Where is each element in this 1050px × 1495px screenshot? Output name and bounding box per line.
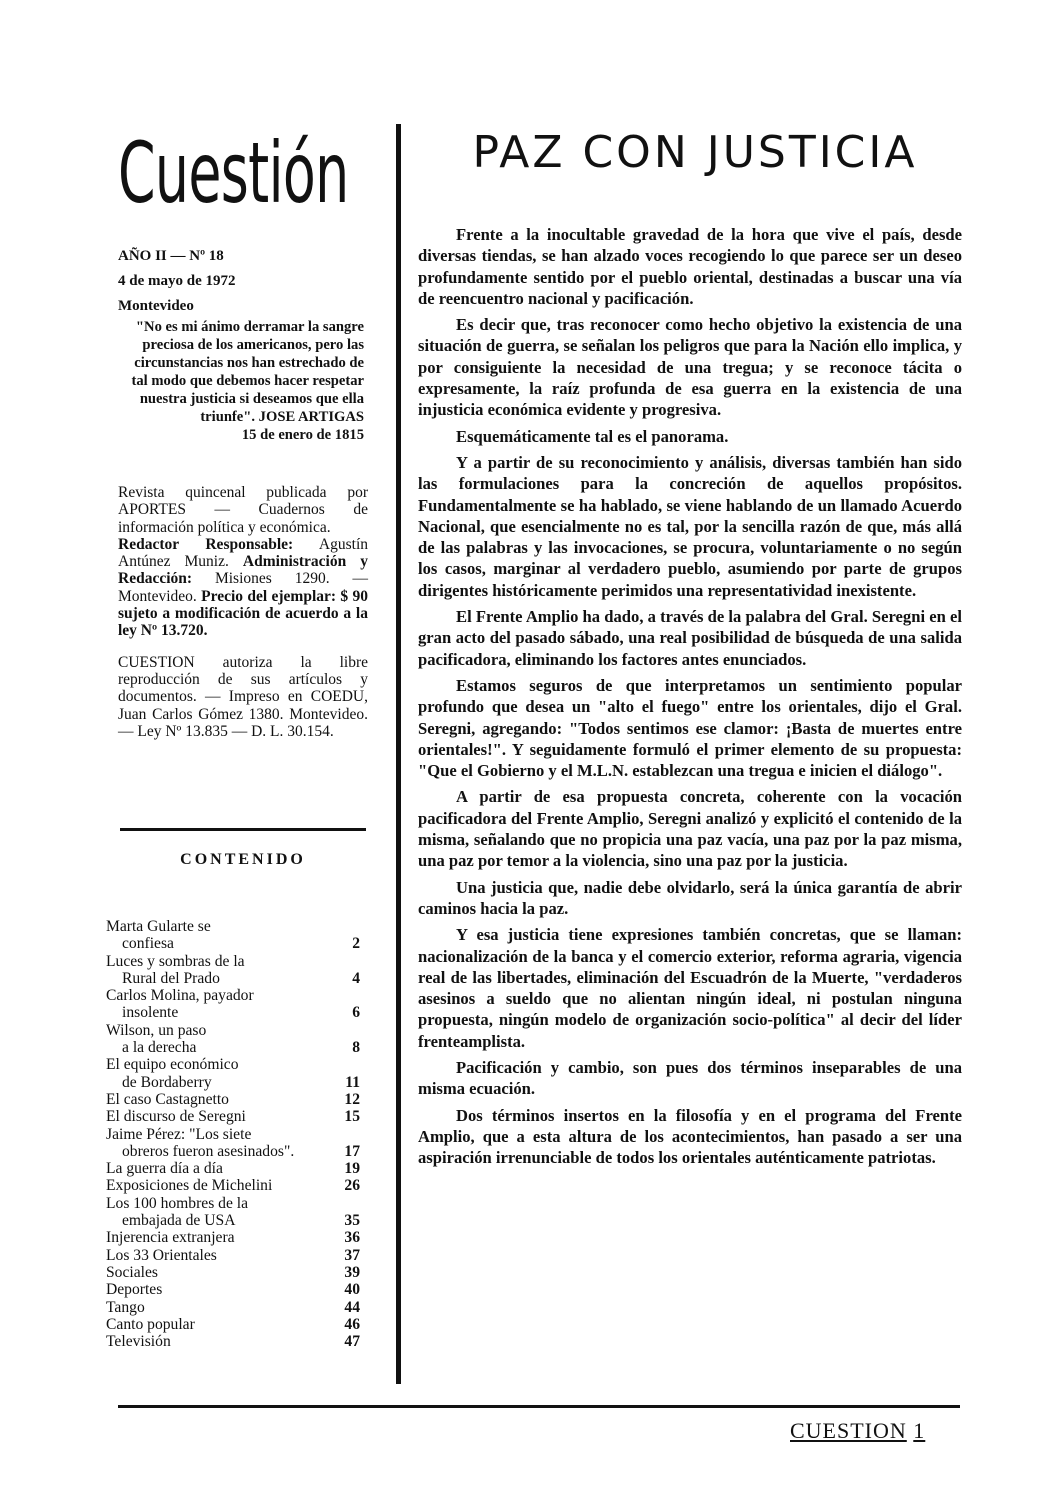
epigraph bbox=[118, 318, 364, 444]
toc-entry-title: Exposiciones de Michelini bbox=[106, 1177, 273, 1195]
toc-entry-title: Wilson, un paso bbox=[106, 1021, 207, 1039]
credits-price: Precio del ejemplar: $ 90 sujeto a modificación de acuerdo a la ley Nº 13.720. bbox=[118, 587, 368, 640]
toc-entry-title: Televisión bbox=[106, 1333, 171, 1351]
credits-editor-name: Agustín Antúnez Muniz. bbox=[118, 535, 368, 571]
footer-publication: CUESTION bbox=[790, 1418, 907, 1443]
contents-divider bbox=[120, 828, 366, 831]
toc-entry bbox=[106, 1126, 364, 1161]
epigraph-quote: "No es mi ánimo derramar la sangre preciosa de los americanos, pero las circunstancias nos han estrechado de tal modo que debemos hacer respetar nuestra justicia si deseamos que ella triunfe". JOSE ARTIGAS bbox=[131, 319, 364, 425]
issue-city: Montevideo bbox=[118, 298, 194, 314]
article-headline: PAZ CON JUSTICIA bbox=[472, 127, 918, 178]
toc-entry-title-continued: de Bordaberry bbox=[122, 1073, 212, 1091]
toc-entry bbox=[106, 1264, 364, 1281]
toc-entry-page: 26 bbox=[344, 1177, 360, 1195]
issue-number: AÑO II — Nº 18 bbox=[118, 248, 224, 264]
toc-entry-page: 44 bbox=[344, 1298, 360, 1316]
toc-entry-title: La guerra día a día bbox=[106, 1160, 223, 1178]
epigraph-date: 15 de enero de 1815 bbox=[241, 427, 364, 443]
article-paragraph: Una justicia que, nadie debe olvidarlo, será la única garantía de abrir caminos hacia la paz. bbox=[418, 877, 962, 918]
toc-entry-page: 47 bbox=[344, 1333, 360, 1351]
toc-entry bbox=[106, 918, 364, 953]
article-paragraph: Estamos seguros de que interpretamos un sentimiento popular profundo que desea un "alto el fuego" entre los orientales, dijo el Gral. Seregni, agregando: "Todos sentimos ese clamor: ¡Basta de muertes entre orientales!". Y seguidamente formuló el primer elemento de su propuesta: "Que el Gobierno y el M.L.N. establezcan una tregua e inicien el diálogo". bbox=[418, 675, 962, 781]
toc-entry-title: Injerencia extranjera bbox=[106, 1229, 235, 1247]
toc-entry-title: Sociales bbox=[106, 1263, 158, 1281]
toc-entry bbox=[106, 1281, 364, 1298]
toc-entry-title: Jaime Pérez: "Los siete bbox=[106, 1125, 252, 1143]
toc-entry-title-continued: Rural del Prado bbox=[122, 969, 220, 987]
toc-entry-title-continued: confiesa bbox=[122, 935, 174, 953]
article-paragraph: Esquemáticamente tal es el panorama. bbox=[456, 426, 729, 446]
toc-entry bbox=[106, 953, 364, 988]
toc-entry-title: Los 100 hombres de la bbox=[106, 1194, 249, 1212]
toc-entry-page: 39 bbox=[344, 1263, 360, 1281]
toc-entry-page: 40 bbox=[344, 1281, 360, 1299]
toc-entry-title: Carlos Molina, payador bbox=[106, 987, 254, 1005]
credits-admin-address: Misiones 1290. — Montevideo. bbox=[118, 570, 369, 605]
toc-entry bbox=[106, 1195, 364, 1230]
toc-entry-page: 37 bbox=[344, 1246, 360, 1264]
footer-folio bbox=[790, 1418, 925, 1444]
toc-entry-title-continued: obreros fueron asesinados". bbox=[122, 1142, 295, 1160]
toc-entry-page: 15 bbox=[344, 1108, 360, 1126]
article-paragraph: Dos términos insertos en la filosofía y en el programa del Frente Amplio, que a esta altura de los acontecimientos, han pasado a ser una aspiración irrenunciable de todos los orientales auténticamente patriotas. bbox=[418, 1105, 962, 1168]
table-of-contents bbox=[106, 918, 364, 1350]
toc-entry-page: 6 bbox=[352, 1004, 360, 1022]
article-paragraph: Y esa justicia tiene expresiones también concretas, que se llaman: nacionalización de la banca y el comercio exterior, reforma agraria, vigencia real de las libertades, eliminación del Escuadrón de la Muerte, "verdaderos asesinos a sueldo que no alientan ningún ideal, ni postulan ninguna propuesta, ningún modelo de organización socio-política" al decir del líder frenteamplista. bbox=[418, 925, 962, 1051]
toc-entry bbox=[106, 1229, 364, 1246]
article-paragraph: A partir de esa propuesta concreta, coherente con la vocación pacificadora del Frente Amplio, Seregni analizó y explicitó el contenido de la misma, señalando que no propicia una paz vacía, una paz por la paz misma, una paz por temor a la violencia, sino una paz por la justicia. bbox=[418, 787, 962, 871]
credits-publisher: Revista quincenal publicada por APORTES — Cuadernos de información política y económica. bbox=[118, 484, 368, 536]
toc-entry bbox=[106, 987, 364, 1022]
toc-entry bbox=[106, 1247, 364, 1264]
contents-heading: CONTENIDO bbox=[180, 851, 306, 868]
toc-entry-title: El caso Castagnetto bbox=[106, 1090, 229, 1108]
toc-entry bbox=[106, 1333, 364, 1350]
article-paragraph: Es decir que, tras reconocer como hecho objetivo la existencia de una situación de guerra, se señalan los peligros que para la Nación ello implica, y por consiguiente la necesidad de una tregua; y se reconoce tácita o expresamente, la raíz profunda de esa guerra en la existencia de una injusticia económica evidente y progresiva. bbox=[418, 315, 962, 420]
publication-credits bbox=[118, 484, 368, 740]
toc-entry-page: 46 bbox=[344, 1315, 360, 1333]
toc-entry-title: Tango bbox=[106, 1298, 145, 1316]
toc-entry bbox=[106, 1177, 364, 1194]
toc-entry bbox=[106, 1299, 364, 1316]
toc-entry-page: 4 bbox=[352, 969, 360, 987]
toc-entry bbox=[106, 1091, 364, 1108]
toc-entry-page: 8 bbox=[352, 1039, 360, 1057]
toc-entry bbox=[106, 1316, 364, 1333]
toc-entry-title: Los 33 Orientales bbox=[106, 1246, 217, 1264]
issue-date: 4 de mayo de 1972 bbox=[118, 273, 236, 289]
article-paragraph: Frente a la inocultable gravedad de la hora que vive el país, desde diversas tiendas, se han alzado voces recogiendo lo que parece ser un deseo profundamente sentido por el pueblo oriental, destinadas a buscar una vía de reencuentro nacional y pacificación. bbox=[418, 225, 962, 308]
toc-entry-title: Deportes bbox=[106, 1281, 163, 1299]
toc-entry-page: 2 bbox=[352, 935, 360, 953]
column-divider bbox=[396, 124, 401, 1384]
toc-entry-title: El equipo económico bbox=[106, 1056, 239, 1074]
footer-page-number: 1 bbox=[913, 1418, 926, 1443]
toc-entry-title-continued: a la derecha bbox=[122, 1039, 197, 1057]
toc-entry bbox=[106, 1108, 364, 1125]
toc-entry bbox=[106, 1056, 364, 1091]
toc-entry-page: 11 bbox=[345, 1073, 360, 1091]
credits-reproduction: CUESTION autoriza la libre reproducción de sus artículos y documentos. — Impreso en COEDU, Juan Carlos Gómez 1380. Montevideo. — Ley Nº 13.835 — D. L. 30.154. bbox=[118, 653, 368, 740]
toc-entry-title-continued: embajada de USA bbox=[122, 1212, 236, 1230]
toc-entry-title: El discurso de Seregni bbox=[106, 1108, 246, 1126]
toc-entry-title: Canto popular bbox=[106, 1315, 195, 1333]
article-paragraph: El Frente Amplio ha dado, a través de la palabra del Gral. Seregni en el gran acto del pasado sábado, una real posibilidad de búsqueda de una salida pacificadora, eliminando los factores antes enunciados. bbox=[418, 607, 962, 669]
toc-entry-page: 17 bbox=[344, 1142, 360, 1160]
footer-divider bbox=[118, 1405, 960, 1408]
article-paragraph: Y a partir de su reconocimiento y análisis, diversas también han sido las formulaciones para la concreción de aquellos propósitos. Fundamentalmente se ha hablado, se viene hablando de un llamado Acuerdo Nacional, que esencialmente no es tal, por la sencilla razón de que, más allá de las palabras y las invocaciones, se procura, voluntariamente o no según los casos, marginar al verdadero pueblo, asumiendo por parte de grupos dirigentes históricamente perimidos una representatividad inexistente. bbox=[418, 452, 962, 600]
toc-entry-title-continued: insolente bbox=[122, 1004, 179, 1022]
toc-entry-title: Luces y sombras de la bbox=[106, 952, 245, 970]
toc-entry bbox=[106, 1022, 364, 1057]
toc-entry-page: 35 bbox=[344, 1212, 360, 1230]
article-paragraph: Pacificación y cambio, son pues dos términos inseparables de una misma ecuación. bbox=[418, 1057, 962, 1099]
toc-entry-page: 12 bbox=[344, 1090, 360, 1108]
credits-admin-label: Administración y Redacción: bbox=[118, 553, 368, 588]
toc-entry bbox=[106, 1160, 364, 1177]
toc-entry-page: 19 bbox=[344, 1160, 360, 1178]
article-body bbox=[418, 224, 962, 1173]
toc-entry-title: Marta Gularte se bbox=[106, 918, 211, 935]
toc-entry-page: 36 bbox=[344, 1229, 360, 1247]
credits-editor-label: Redactor Responsable: bbox=[118, 535, 294, 553]
masthead-title: Cuestión bbox=[118, 124, 349, 222]
